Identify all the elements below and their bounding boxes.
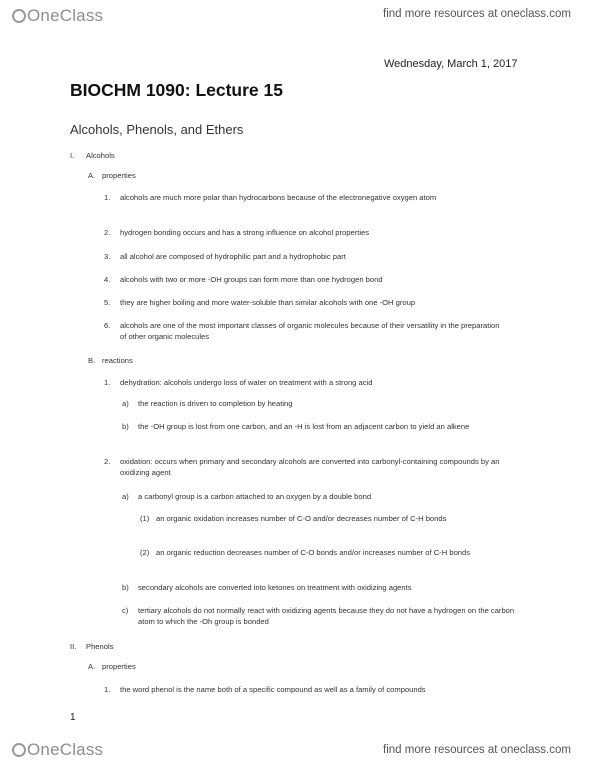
- list-num: b): [122, 583, 129, 592]
- list-num: 1.: [104, 685, 111, 694]
- list-num: 2.: [104, 228, 111, 237]
- list-item: an organic reduction decreases number of C-O bonds and/or increases number of C-H bonds: [156, 548, 471, 557]
- section-heading-alcohols: Alcohols: [86, 151, 115, 160]
- list-num: a): [122, 492, 129, 501]
- list-item: hydrogen bonding occurs and has a strong influence on alcohol properties: [120, 228, 370, 237]
- page-subtitle: Alcohols, Phenols, and Ethers: [70, 122, 244, 137]
- list-item: alcohols are one of the most important classes of organic molecules because of their versatility in the preparation of other organic molecules: [120, 321, 500, 341]
- logo-icon: [12, 743, 26, 757]
- list-num: b): [122, 422, 129, 431]
- subsection-heading-reactions: reactions: [102, 356, 133, 365]
- list-item: the word phenol is the name both of a specific compound as well as a family of compounds: [120, 685, 426, 694]
- logo-icon: [12, 9, 26, 23]
- subsection-num: A.: [88, 662, 96, 671]
- list-item: dehydration: alcohols undergo loss of water on treatment with a strong acid: [120, 378, 373, 387]
- list-item: an organic oxidation increases number of C-O and/or decreases number of C-H bonds: [156, 514, 447, 523]
- footer-tagline[interactable]: find more resources at oneclass.com: [383, 744, 571, 756]
- list-num: (2): [140, 548, 150, 557]
- list-item: the -OH group is lost from one carbon, and an -H is lost from an adjacent carbon to yield an alkene: [138, 422, 470, 431]
- list-item: secondary alcohols are converted into ketones on treatment with oxidizing agents: [138, 583, 412, 592]
- subsection-heading-properties: properties: [102, 662, 136, 671]
- list-item: they are higher boiling and more water-soluble than similar alcohols with one -OH group: [120, 298, 416, 307]
- list-num: 6.: [104, 321, 111, 330]
- list-num: 5.: [104, 298, 111, 307]
- section-num: I.: [70, 151, 75, 160]
- list-num: 3.: [104, 252, 111, 261]
- header-tagline[interactable]: find more resources at oneclass.com: [383, 8, 571, 20]
- list-num: 1.: [104, 378, 111, 387]
- list-item: the reaction is driven to completion by heating: [138, 399, 293, 408]
- subsection-num: A.: [88, 171, 96, 180]
- logo-text: OneClass: [27, 740, 104, 759]
- list-num: 4.: [104, 275, 111, 284]
- list-num: a): [122, 399, 129, 408]
- page-title: BIOCHM 1090: Lecture 15: [70, 80, 283, 100]
- subsection-heading-properties: properties: [102, 171, 136, 180]
- list-item: all alcohol are composed of hydrophilic part and a hydrophobic part: [120, 252, 346, 261]
- list-num: (1): [140, 514, 150, 523]
- list-item: oxidation: occurs when primary and secondary alcohols are converted into carbonyl-containing compounds by an oxidizing agent: [120, 457, 500, 477]
- list-item: a carbonyl group is a carbon attached to an oxygen by a double bond: [138, 492, 372, 501]
- page-number: 1: [70, 712, 76, 723]
- subsection-num: B.: [88, 356, 96, 365]
- list-item: tertiary alcohols do not normally react with oxidizing agents because they do not have a hydrogen on the carbon atom to which the -Oh group is bonded: [138, 606, 515, 626]
- list-num: 1.: [104, 193, 111, 202]
- list-num: c): [122, 606, 129, 615]
- oneclass-logo-bottom[interactable]: [12, 740, 103, 760]
- oneclass-logo-top[interactable]: [12, 6, 103, 26]
- list-num: 2.: [104, 457, 111, 466]
- lecture-date: Wednesday, March 1, 2017: [384, 58, 518, 70]
- section-heading-phenols: Phenols: [86, 642, 114, 651]
- list-item: alcohols with two or more -OH groups can form more than one hydrogen bond: [120, 275, 383, 284]
- section-num: II.: [70, 642, 77, 651]
- list-item: alcohols are much more polar than hydrocarbons because of the electronegative oxygen atom: [120, 193, 437, 202]
- logo-text: OneClass: [27, 6, 104, 25]
